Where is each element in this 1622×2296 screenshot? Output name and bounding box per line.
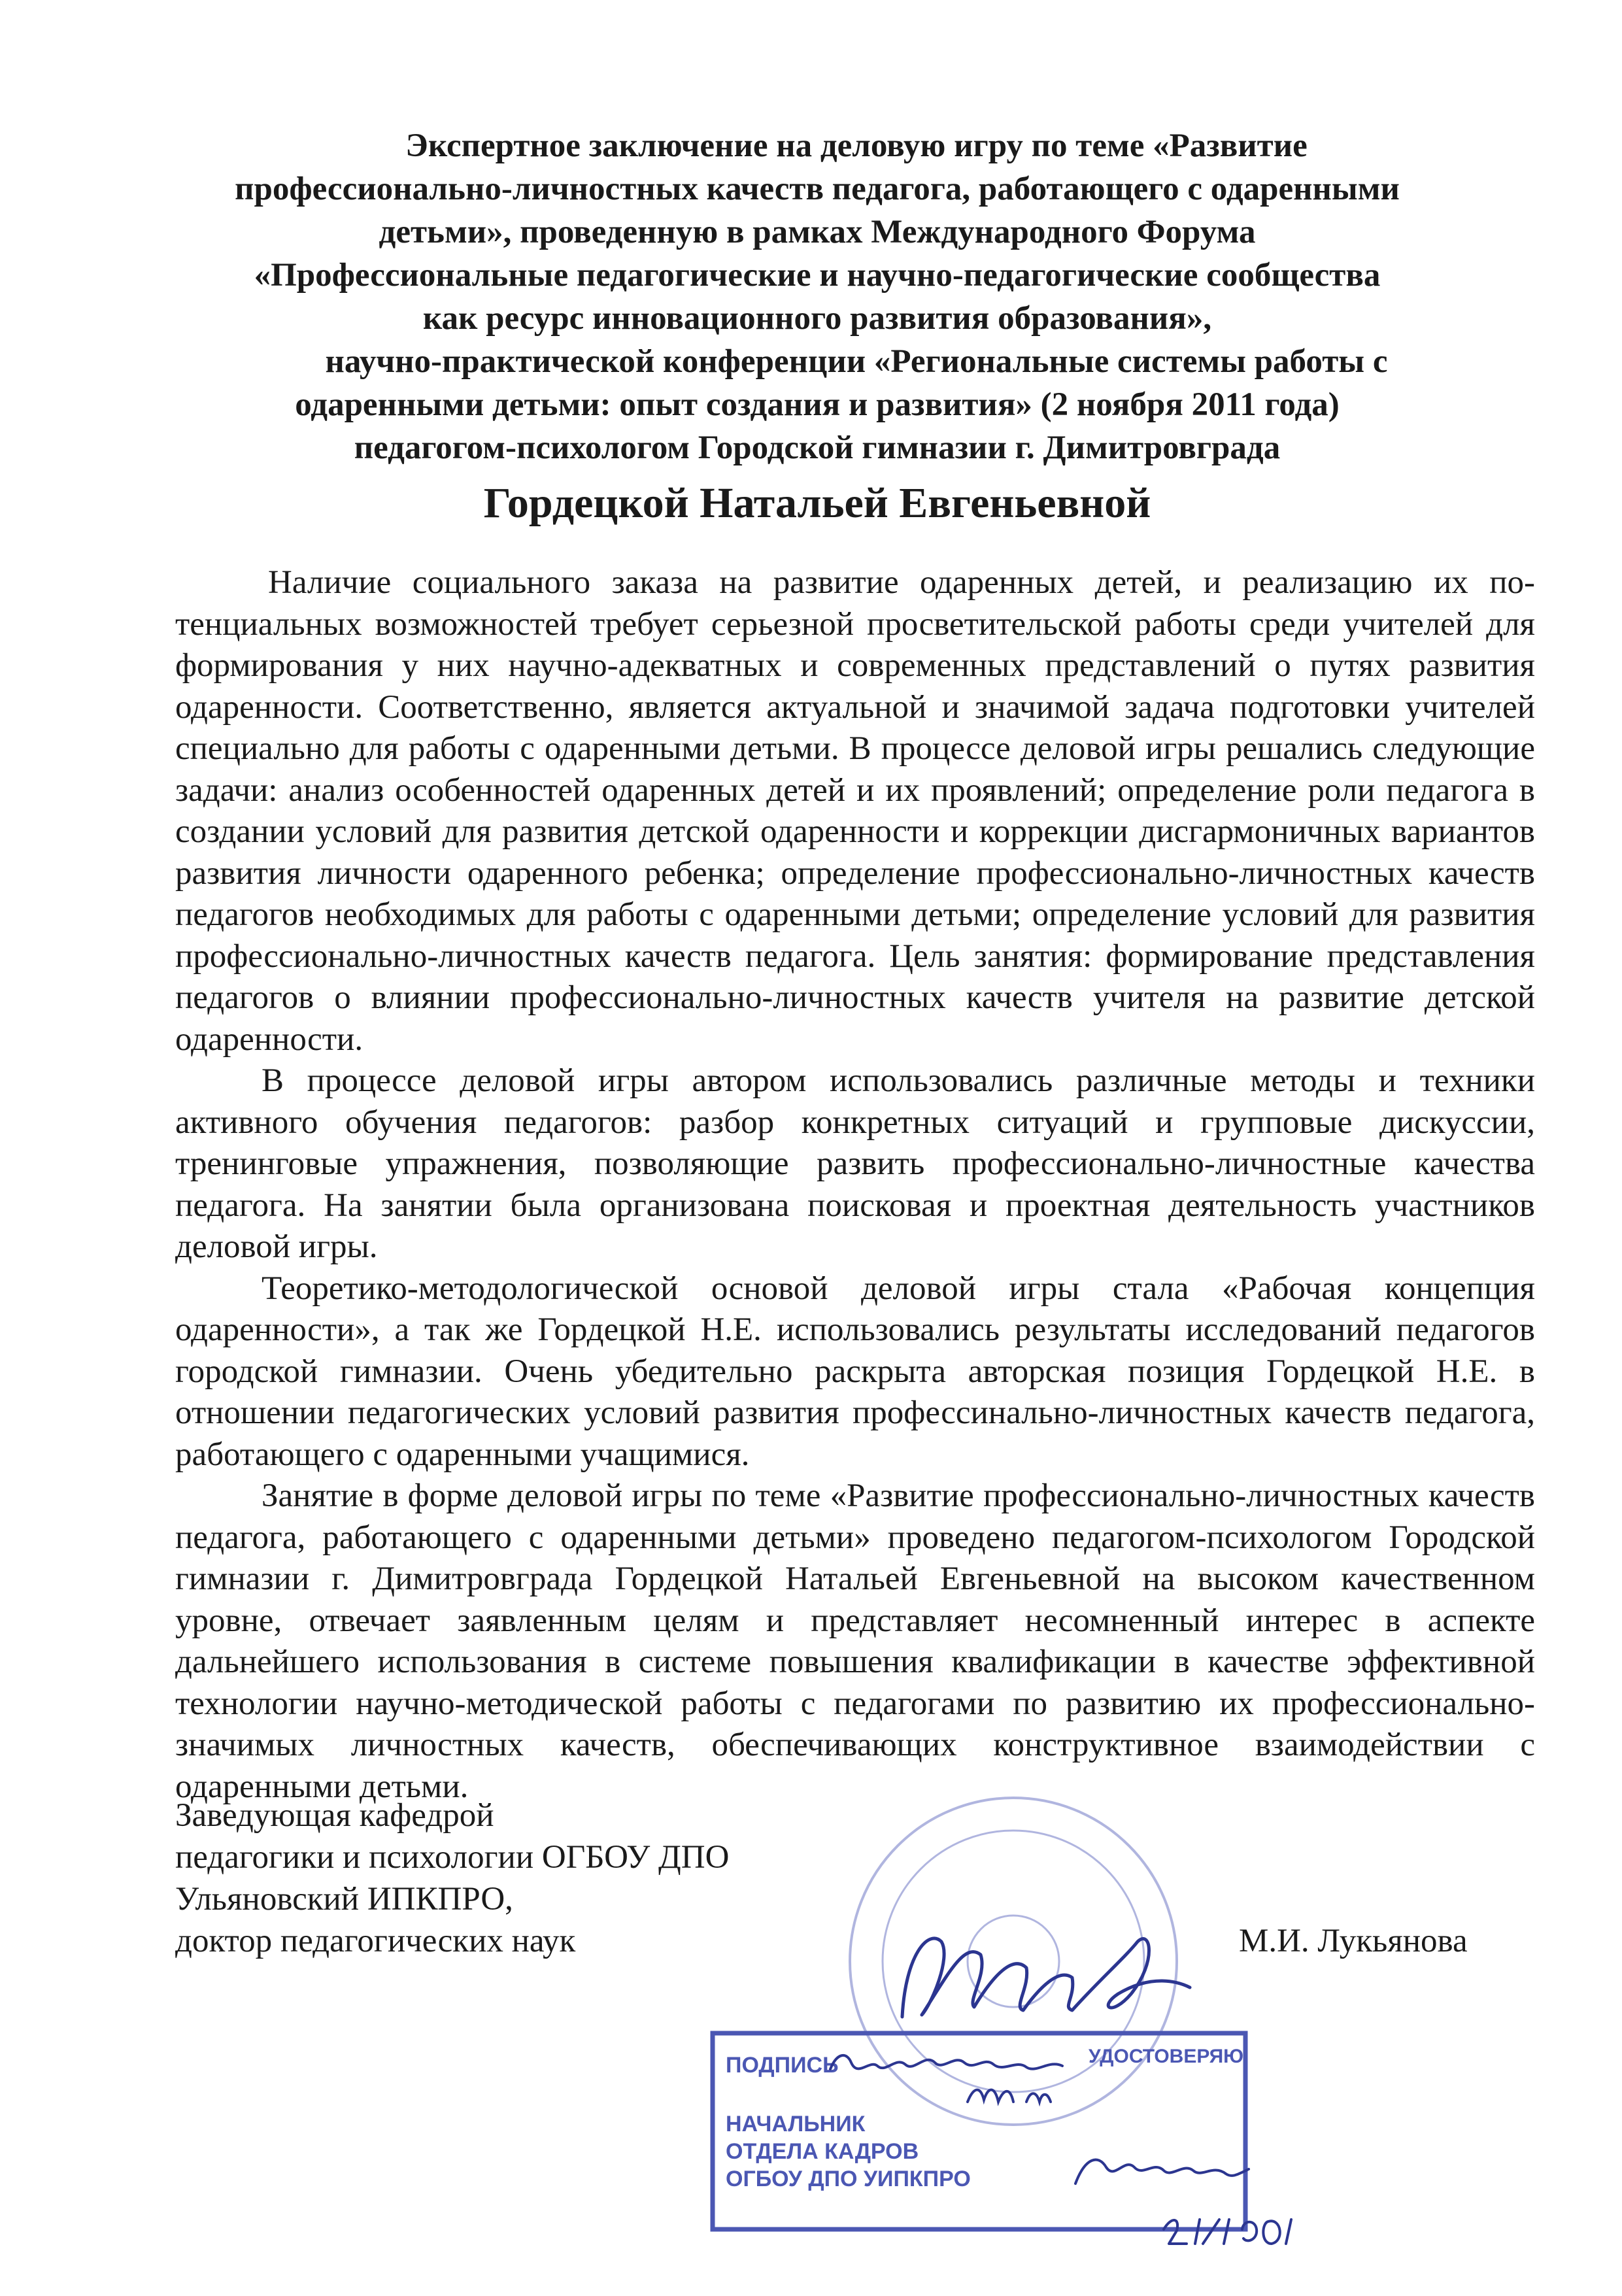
stamp-handwriting-lukyanova	[830, 2055, 1062, 2069]
heading-line: детьми», проведенную в рамках Международного Форума	[379, 214, 1256, 250]
stamp-label-head: НАЧАЛЬНИК	[726, 2112, 866, 2136]
stamp-label-certify: УДОСТОВЕРЯЮ	[1089, 2046, 1244, 2067]
body-paragraph: Теоретико-методологической основой деловой игры стала «Рабочая концепция одаренности», а так же Гордецкой Н.Е. использовались результаты исследований педагогов городской гимназии. Очень убедительно раскрыта авторская позиция Гордецкой Н.Е. в отношении педагогических условий развития профессинально-личностных качеств педагога, работающего с одаренными учащимися.	[175, 1270, 1535, 1473]
signatory-title-line: Ульяновский ИПКПРО,	[175, 1881, 513, 1917]
stamp-label-department: ОТДЕЛА КАДРОВ	[726, 2139, 919, 2164]
body-paragraph: В процессе деловой игры автором использовались различные методы и техники активного обучения педагогов: разбор конкретных ситуаций и групповые дискуссии, тренинговые упражнения, позволяющие развить профессионально-личностные качества педагога. На занятии была организована поисковая и проектная деятельность участников деловой игры.	[175, 1062, 1535, 1265]
signatory-title	[175, 1795, 729, 1962]
signatory-title-line: Заведующая кафедрой	[175, 1797, 494, 1834]
signatory-title-line: доктор педагогических наук	[175, 1923, 576, 1959]
document-heading	[170, 124, 1464, 535]
stamp-label-signature: ПОДПИСЬ	[726, 2053, 839, 2078]
document-body	[175, 562, 1535, 1808]
signatory-name: М.И. Лукьянова	[1239, 1923, 1468, 1959]
heading-line: научно-практической конференции «Региональные системы работы с	[325, 343, 1388, 380]
body-paragraph: Занятие в форме деловой игры по теме «Развитие профессионально-личностных качеств педагога, работающего с одаренными детьми» проведено педагогом-психологом Городской гимназии г. Димитровграда Гордецкой Натальей Евгеньевной на высоком качественном уровне, отвечает заявленным целям и представляет несомненный интерес в аспекте дальнейшего использования в системе повышения квалификации в качестве эффективной технологии научно-методической работы с педагогами по развитию их профессионально-значимых личностных качеств, обеспечивающих конструктивное взаимодействии с одаренными детьми.	[175, 1477, 1535, 1805]
person-name: Гордецкой Натальей Евгеньевной	[483, 479, 1151, 527]
heading-line: одаренными детьми: опыт создания и развития» (2 ноября 2011 года)	[295, 386, 1340, 423]
heading-line: «Профессиональные педагогические и научно-педагогические сообщества	[254, 257, 1381, 294]
stamp-handwriting-signature	[1075, 2160, 1249, 2184]
heading-line: профессионально-личностных качеств педагога, работающего с одаренными	[235, 171, 1400, 207]
heading-line: Экспертное заключение на деловую игру по теме «Развитие	[405, 127, 1308, 164]
heading-line: педагогом-психологом Городской гимназии г. Димитровграда	[354, 430, 1281, 466]
heading-line: как ресурс инновационного развития образования»,	[422, 300, 1212, 337]
signature-lukyanova	[902, 1938, 1190, 2017]
stamp-handwriting-initials	[968, 2090, 1051, 2102]
round-seal	[850, 1798, 1177, 2125]
signatory-title-line: педагогики и психологии ОГБОУ ДПО	[175, 1839, 730, 1876]
seal-and-stamp	[706, 1844, 1393, 2275]
body-paragraph: Наличие социального заказа на развитие одаренных детей, и реализацию их потенциальных возможностей требует серьезной просветительской работы среди учителей для формирования у них научно-адекватных и современных представлений о путях развития одаренности. Соответственно, является актуальной и значимой задача подготовки учителей специально для работы с одаренными детьми. В процессе деловой игры решались следующие задачи: анализ особенностей одаренных детей и их проявлений; определение роли педагога в создании условий для развития детской одаренности и коррекции дисгармоничных вариантов развития личности одаренного ребенка; определение профессионально-личностных качеств педагогов необходимых для работы с одаренными детьми; определение условий для развития профессионально-личностных качеств педагога. Цель занятия: формирование представления педагогов о влиянии профессионально-личностных качеств учителя на развитие детской одаренности.	[175, 564, 1535, 1058]
stamp-label-institution: ОГБОУ ДПО УИПКПРО	[726, 2167, 971, 2191]
